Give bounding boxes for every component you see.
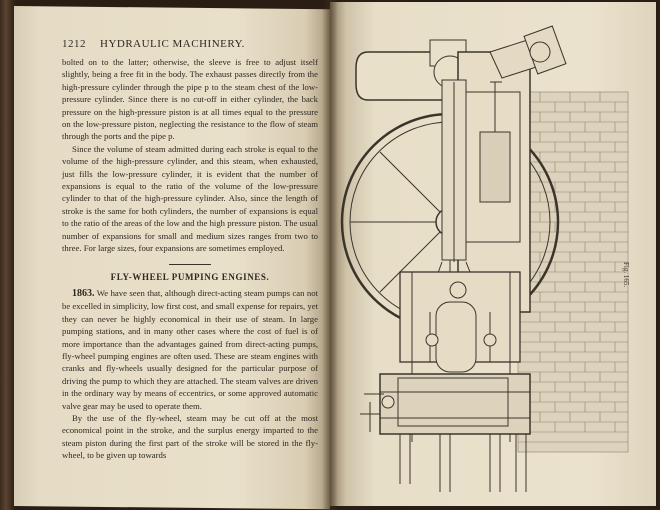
steam-pipes-drawing [490, 26, 566, 78]
pump-drawing [360, 272, 530, 442]
page-number: 1212 [62, 38, 86, 50]
section-rule [169, 264, 211, 265]
section-number: 1863. [72, 287, 95, 299]
section-title: FLY-WHEEL PUMPING ENGINES. [110, 271, 270, 282]
engine-illustration [340, 22, 630, 500]
brick-wall [518, 92, 628, 452]
running-head-title: HYDRAULIC MACHINERY. [100, 38, 245, 50]
paragraph-3 [62, 287, 318, 412]
base-drawing [400, 434, 526, 492]
figure-caption: Fig. 165. [622, 262, 630, 288]
paragraph-1: bolted on to the latter; otherwise, the sleeve is free to adjust itself slightly, being a free fit in the body. The exhaust passes directly from the high-pressure cylinder through the pipe p to the steam chest of the low-pressure cylinder. Since there is no cut-off in either cylinder, the back pressure on the high-pressure piston is at all times equal to the pressure on the low-pressure piston, neglecting the resistance to the flow of steam through the ports and the pipe p. [62, 57, 318, 142]
paragraph-3-text: We have seen that, although direct-acting steam pumps can not be excelled in simplicity, low first cost, and small expense for repairs, yet they can never be highly economical in their use of steam. In large pumping stations, and in many other cases where the cost of fuel is of more importance than the advantages gained from direct-acting pumps, fly-wheel pumping engines are often used. These are steam engines with cranks and fly-wheels usually designed for the particular purpose of driving the pump to which they are attached. The steam valves are driven in the ordinary way by means of eccentrics, or some approved automatic valve gear may be used to operate them. [62, 287, 318, 411]
paragraph-4: By the use of the fly-wheel, steam may be cut off at the most economical point in the stroke, and the surplus energy imparted to the steam piston during the first part of the stroke will be stored in the fly-wheel, to be given up towards [62, 412, 318, 461]
left-page-body [62, 56, 318, 462]
book-gutter [322, 0, 338, 510]
paragraph-2: Since the volume of steam admitted during each stroke is equal to the volume of the high-pressure cylinder, and this steam, when exhausted, just fills the low-pressure cylinder, it is evident that the number of expansions is equal to the ratio of the volume of the low-pressure cylinder to that of the high-pressure cylinder. Also, since the length of stroke is the same for both cylinders, the number of expansions is equal to the ratio of the areas of the low and the high pressure piston. The usual number of expansions for small and medium sizes ranges from two to three. For large sizes, four expansions are sometimes employed. [62, 143, 318, 254]
